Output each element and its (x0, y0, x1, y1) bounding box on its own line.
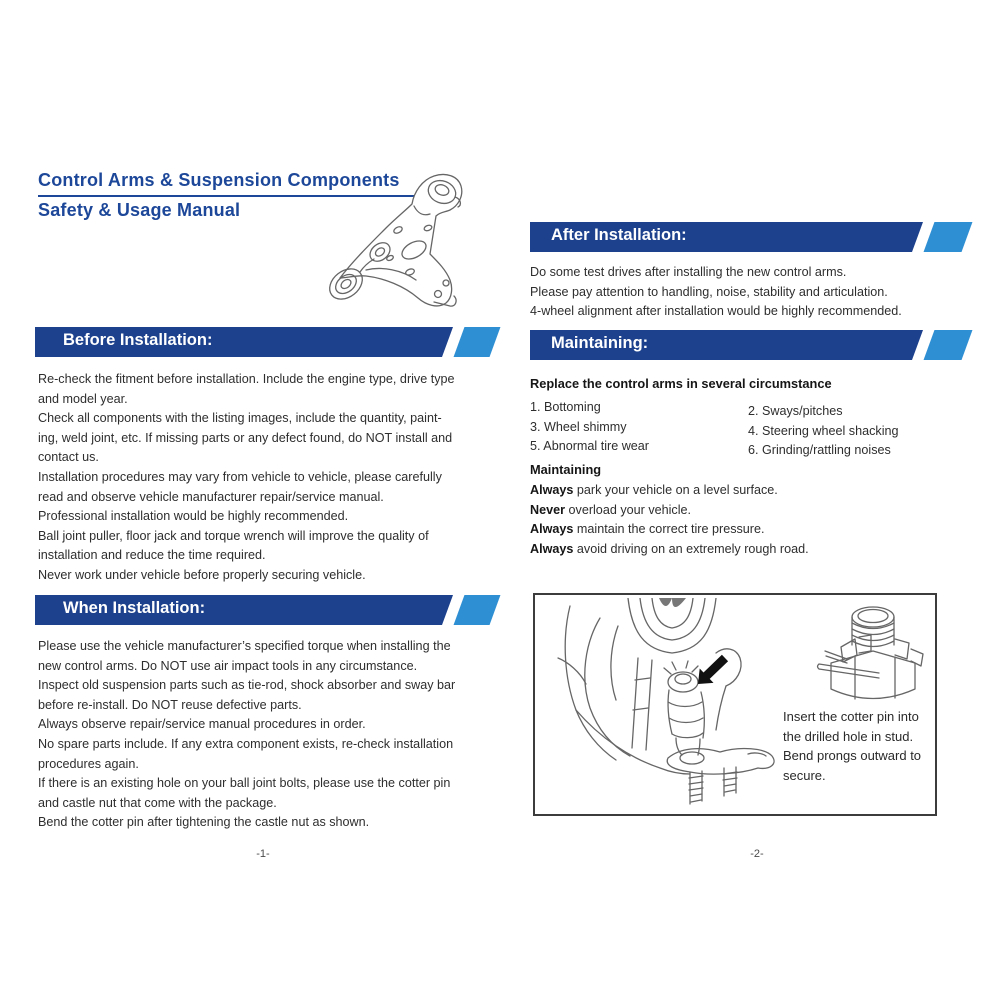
caption-line: the drilled hole in stud. (783, 728, 914, 744)
text-line: Please pay attention to handling, noise, stability and articulation. (530, 284, 888, 299)
rule-text: maintain the correct tire pressure. (573, 522, 765, 537)
text-line: Bend the cotter pin after tightening the castle nut as shown. (38, 815, 370, 830)
rule-line (530, 501, 809, 521)
caption-line: Insert the cotter pin into (783, 709, 919, 724)
list-item: 1. Bottoming (530, 400, 601, 414)
text-line: Professional installation would be highly recommended. (38, 509, 349, 524)
text-line: and castle nut that come with the package. (38, 795, 277, 810)
page-subtitle: Safety & Usage Manual (38, 200, 241, 220)
section-header-after-installation (530, 222, 963, 252)
rule-line (530, 520, 809, 540)
section-header-when-installation (35, 595, 490, 625)
text-line: and model year. (38, 391, 128, 406)
list-item: 2. Sways/pitches (748, 404, 843, 418)
text-line: Installation procedures may vary from vehicle to vehicle, please carefully (38, 469, 442, 484)
header-band-accent (924, 330, 973, 360)
after-installation-text (530, 263, 902, 322)
rule-text: park your vehicle on a level surface. (573, 483, 778, 497)
text-line: No spare parts include. If any extra component exists, re-check installation (38, 736, 454, 751)
header-band-accent (924, 222, 973, 252)
list-item: 5. Abnormal tire wear (530, 439, 649, 454)
text-line: read and observe vehicle manufacturer repair/service manual. (38, 489, 384, 504)
before-installation-text (38, 370, 455, 586)
circumstance-list-right (748, 402, 899, 461)
rule-text: avoid driving on an extremely rough road. (573, 541, 809, 556)
figure-caption (783, 707, 921, 785)
rule-keyword: Always (530, 522, 574, 537)
text-line: before re-install. Do NOT reuse defective parts. (38, 697, 302, 712)
header-band-accent (454, 595, 501, 625)
arrow-icon (698, 655, 728, 684)
rule-line (530, 481, 809, 501)
rule-line (530, 540, 809, 560)
rule-text: overload your vehicle. (565, 502, 692, 517)
caption-line: secure. (783, 767, 826, 783)
ball-joint-illustration (540, 598, 785, 812)
section-heading: After Installation: (551, 226, 687, 244)
text-line: Check all components with the listing images, include the quantity, paint- (38, 411, 442, 426)
maintaining-sub-heading: Maintaining (530, 462, 602, 477)
text-line: Re-check the fitment before installation. Include the engine type, drive type (38, 372, 455, 386)
text-line: contact us. (38, 450, 99, 465)
text-line: Do some test drives after installing the new control arms. (530, 265, 847, 279)
section-heading: Before Installation: (63, 331, 213, 349)
cotter-pin-figure-box (533, 593, 937, 816)
page-number-1: -1- (256, 848, 270, 860)
header-band-accent (454, 327, 501, 357)
page-number-2: -2- (750, 848, 764, 860)
list-item: 4. Steering wheel shacking (748, 423, 899, 438)
replace-circumstance-heading: Replace the control arms in several circumstance (530, 376, 832, 391)
list-item: 3. Wheel shimmy (530, 419, 627, 434)
circumstance-list-left (530, 398, 649, 457)
section-header-before-installation (35, 327, 490, 357)
maintaining-rules (530, 481, 809, 559)
castle-nut-illustration (811, 601, 936, 713)
text-line: Inspect old suspension parts such as tie-rod, shock absorber and sway bar (38, 678, 456, 693)
section-heading: When Installation: (63, 599, 206, 617)
list-item: 6. Grinding/rattling noises (748, 443, 891, 458)
text-line: Always observe repair/service manual procedures in order. (38, 717, 366, 732)
control-arm-illustration (322, 166, 487, 328)
text-line: installation and reduce the time required. (38, 548, 266, 563)
rule-keyword: Never (530, 502, 566, 517)
section-heading: Maintaining: (551, 334, 649, 352)
text-line: If there is an existing hole on your ball joint bolts, please use the cotter pin (38, 776, 451, 791)
text-line: ing, weld joint, etc. If missing parts or any defect found, do NOT install and (38, 430, 453, 445)
section-header-maintaining (530, 330, 963, 360)
text-line: new control arms. Do NOT use air impact tools in any circumstance. (38, 658, 418, 673)
rule-keyword: Always (530, 483, 574, 497)
text-line: procedures again. (38, 756, 139, 771)
text-line: Never work under vehicle before properly securing vehicle. (38, 567, 366, 582)
caption-line: Bend prongs outward to (783, 748, 922, 763)
rule-keyword: Always (530, 541, 574, 556)
text-line: Ball joint puller, floor jack and torque wrench will improve the quality of (38, 528, 429, 543)
text-line: Please use the vehicle manufacturer’s specified torque when installing the (38, 639, 451, 653)
page-title: Control Arms & Suspension Components (38, 170, 400, 190)
when-installation-text (38, 637, 455, 833)
text-line: 4-wheel alignment after installation would be highly recommended. (530, 304, 902, 319)
